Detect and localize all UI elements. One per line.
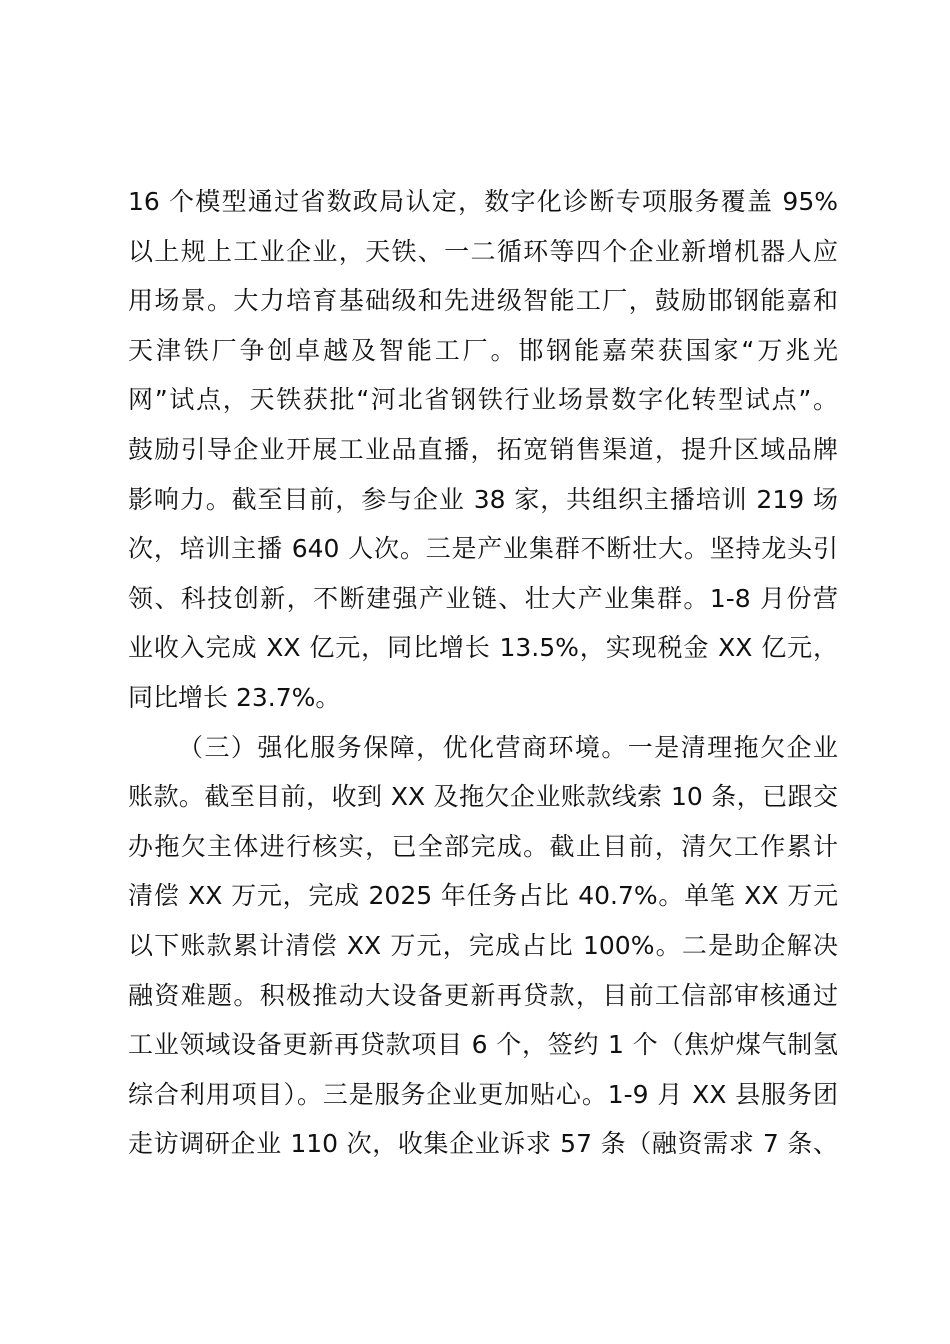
text-line: （三）强化服务保障，优化营商环境。一是清理拖欠企业	[178, 732, 838, 762]
text-line: 鼓励引导企业开展工业品直播，拓宽销售渠道，提升区域品牌	[128, 434, 838, 464]
text-line: 以上规上工业企业，天铁、一二循环等四个企业新增机器人应	[128, 236, 838, 266]
text-line: 16 个模型通过省数政局认定，数字化诊断专项服务覆盖 95%	[128, 187, 838, 216]
text-line: 办拖欠主体进行核实，已全部完成。截止目前，清欠工作累计	[128, 831, 838, 861]
paragraph-1	[128, 177, 838, 723]
paragraph-2	[128, 723, 838, 1169]
text-line: 次，培训主播 640 人次。三是产业集群不断壮大。坚持龙头引	[128, 534, 838, 564]
text-line: 业收入完成 XX 亿元，同比增长 13.5%，实现税金 XX 亿元，	[128, 633, 838, 663]
text-line: 用场景。大力培育基础级和先进级智能工厂，鼓励邯钢能嘉和	[128, 286, 838, 316]
text-line: 网”试点，天铁获批“河北省钢铁行业场景数字化转型试点”。	[128, 385, 838, 415]
text-line: 工业领域设备更新再贷款项目 6 个，签约 1 个（焦炉煤气制氢	[128, 1030, 838, 1060]
text-line: 账款。截至目前，收到 XX 及拖欠企业账款线索 10 条，已跟交	[128, 782, 838, 812]
text-line: 影响力。截至目前，参与企业 38 家，共组织主播培训 219 场	[128, 484, 838, 514]
text-line: 综合利用项目）。三是服务企业更加贴心。1-9 月 XX 县服务团	[128, 1079, 838, 1109]
text-line: 走访调研企业 110 次，收集企业诉求 57 条（融资需求 7 条、	[128, 1129, 838, 1159]
text-line: 同比增长 23.7%。	[128, 682, 341, 712]
text-line: 清偿 XX 万元，完成 2025 年任务占比 40.7%。单笔 XX 万元	[128, 881, 838, 911]
text-line: 以下账款累计清偿 XX 万元，完成占比 100%。二是助企解决	[128, 930, 838, 960]
text-line: 天津铁厂争创卓越及智能工厂。邯钢能嘉荣获国家“万兆光	[128, 335, 838, 365]
document-body	[128, 177, 838, 1169]
text-line: 融资难题。积极推动大设备更新再贷款，目前工信部审核通过	[128, 980, 838, 1010]
text-line: 领、科技创新，不断建强产业链、壮大产业集群。1-8 月份营	[128, 583, 838, 613]
